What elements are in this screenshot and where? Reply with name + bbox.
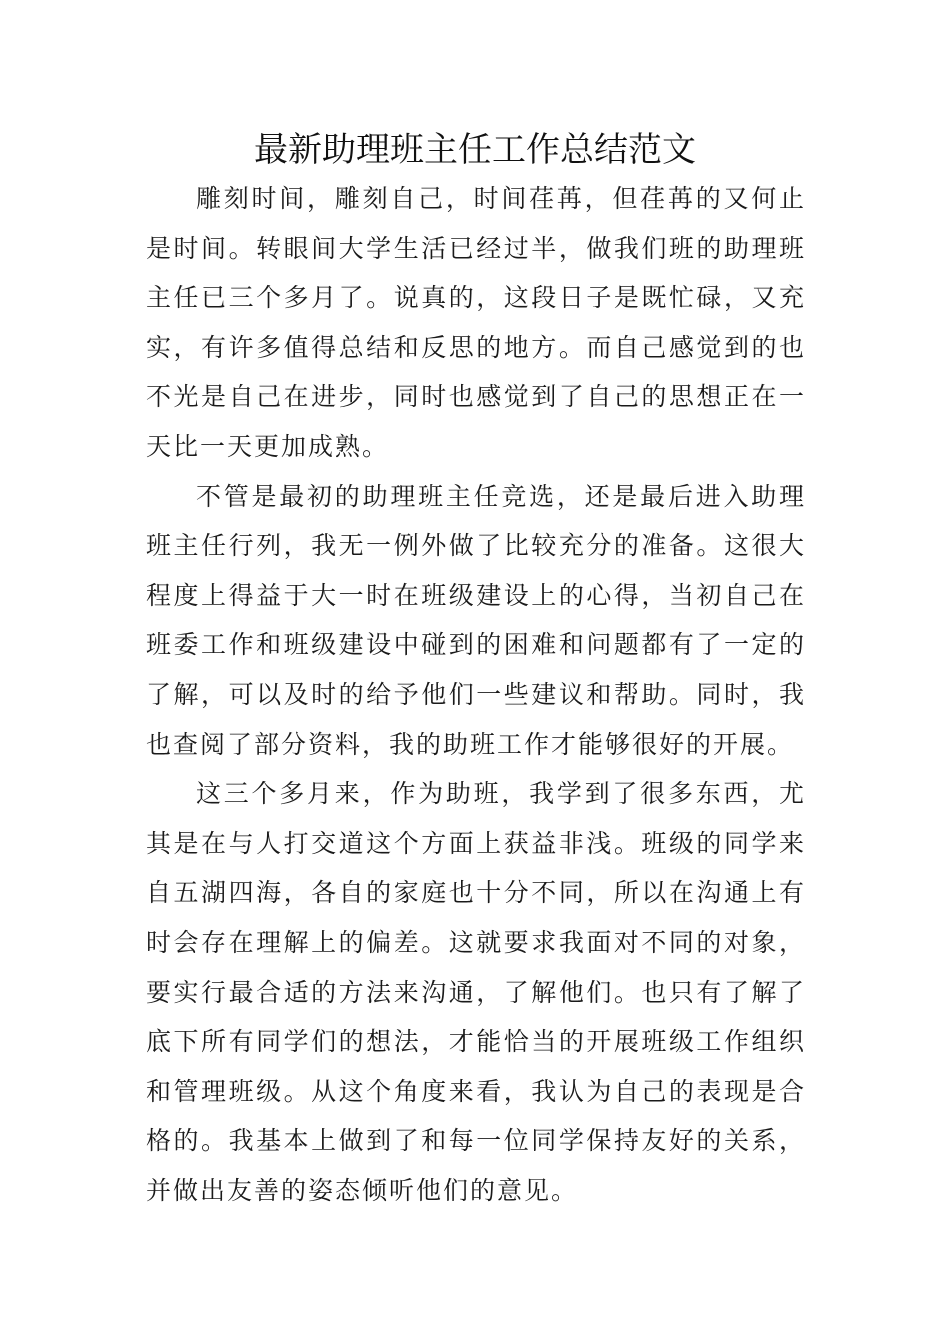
document-body [146, 174, 806, 1215]
paragraph-2: 不管是最初的助理班主任竞选，还是最后进入助理班主任行列，我无一例外做了比较充分的准备。这很大程度上得益于大一时在班级建设上的心得，当初自己在班委工作和班级建设中碰到的困难和问题都有了一定的了解，可以及时的给予他们一些建议和帮助。同时，我也查阅了部分资料，我的助班工作才能够很好的开展。 [146, 481, 806, 759]
document-title: 最新助理班主任工作总结范文 [254, 130, 696, 170]
paragraph-1: 雕刻时间，雕刻自己，时间荏苒，但荏苒的又何止是时间。转眼间大学生活已经过半，做我们班的助理班主任已三个多月了。说真的，这段日子是既忙碌，又充实，有许多值得总结和反思的地方。而自己感觉到的也不光是自己在进步，同时也感觉到了自己的思想正在一天比一天更加成熟。 [146, 184, 806, 461]
paragraph-3: 这三个多月来，作为助班，我学到了很多东西，尤其是在与人打交道这个方面上获益非浅。班级的同学来自五湖四海，各自的家庭也十分不同，所以在沟通上有时会存在理解上的偏差。这就要求我面对不同的对象，要实行最合适的方法来沟通，了解他们。也只有了解了底下所有同学们的想法，才能恰当的开展班级工作组织和管理班级。从这个角度来看，我认为自己的表现是合格的。我基本上做到了和每一位同学保持友好的关系，并做出友善的姿态倾听他们的意见。 [146, 779, 806, 1205]
